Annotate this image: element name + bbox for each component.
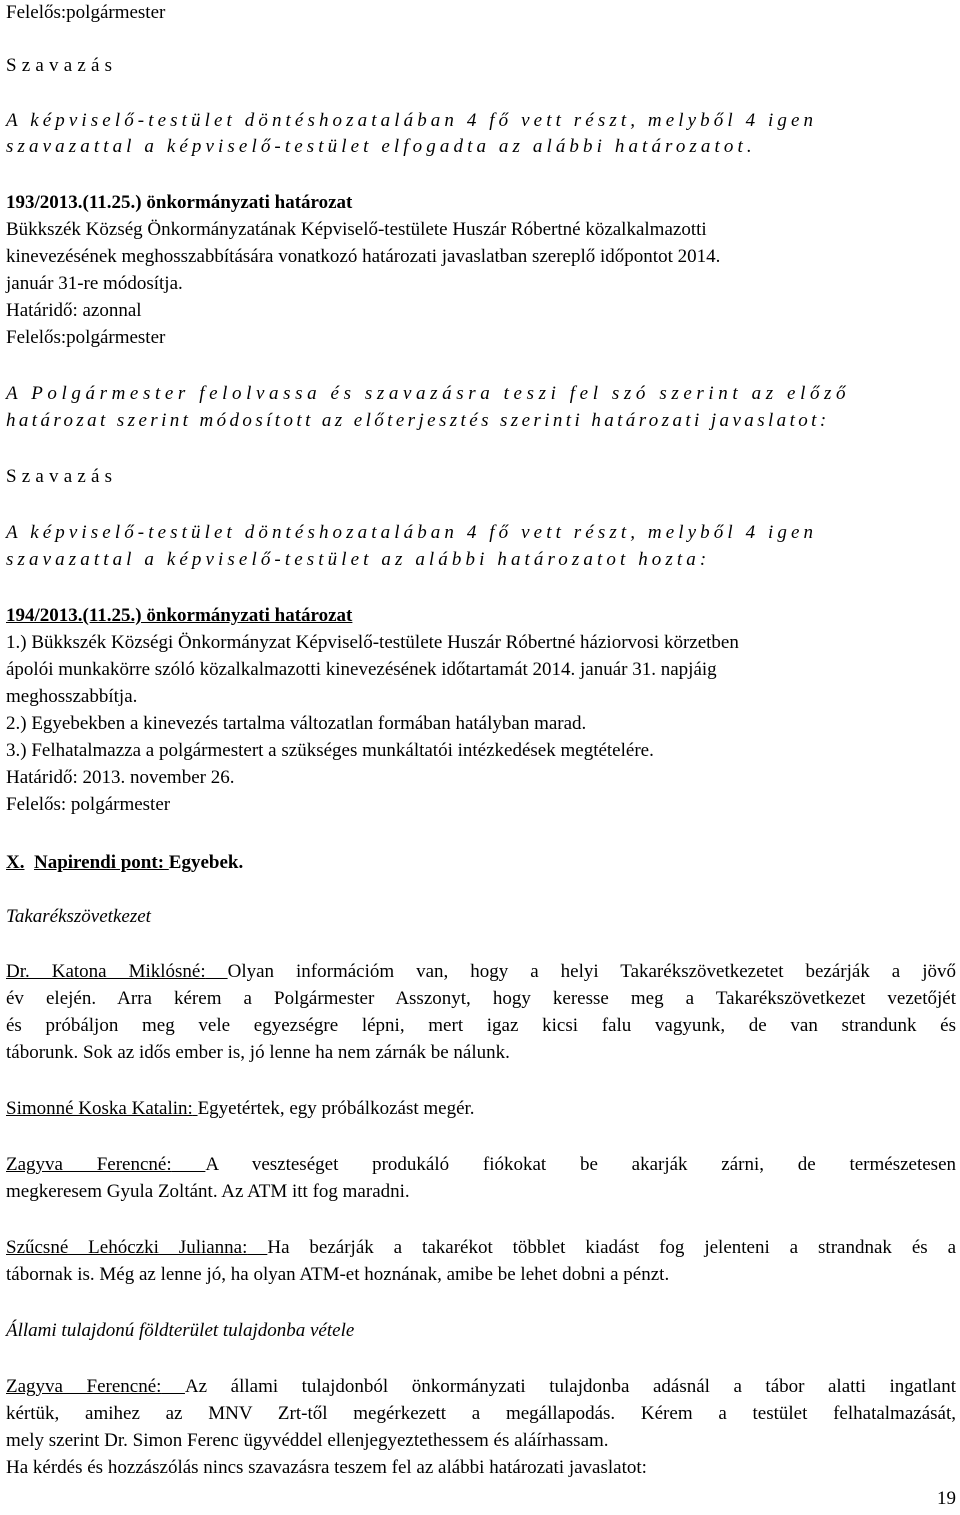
zagyva-line-1 — [6, 1152, 956, 1179]
speaker-name-szucsne: Szűcsné Lehóczki Julianna: — [6, 1237, 248, 1258]
mayor-reads-line-2: határozat szerint módosított az előterjesztés szerinti határozati javaslatot: — [6, 410, 830, 431]
zagyva2-line-2: kértük, amihez az MNV Zrt-től megérkezett a megállapodás. Kérem a testület felhatalmazását, — [6, 1403, 956, 1424]
topic-title-land-acquisition: Állami tulajdonú földterület tulajdonba vétele — [6, 1320, 355, 1341]
szucsne-line-1 — [6, 1235, 956, 1262]
speaker-name-simonne: Simonné Koska Katalin: — [6, 1098, 193, 1119]
resolution-193-line-2: kinevezésének meghosszabbítására vonatkozó határozati javaslatban szereplő időpontot 2014. — [6, 246, 721, 267]
agenda-item-heading — [6, 850, 956, 877]
closing-line: Ha kérdés és hozzászólás nincs szavazásra teszem fel az alábbi határozati javaslatot: — [6, 1457, 647, 1478]
zagyva2-line-1 — [6, 1374, 956, 1401]
simonne-text: Egyetértek, egy próbálkozást megér. — [197, 1098, 475, 1119]
vote-result-2-line-1: A képviselő-testület döntéshozatalában 4 fő vett részt, melyből 4 igen — [6, 522, 818, 543]
responsible-line: Felelős:polgármester — [6, 2, 166, 23]
szucsne-text-1: Ha bezárják a takarékot többlet kiadást fog jelenteni a strandnak és a — [267, 1237, 957, 1258]
simonne-line — [6, 1096, 956, 1123]
resolution-194-p1-line-3: meghosszabbítja. — [6, 686, 138, 707]
topic-title-savings-coop: Takarékszövetkezet — [6, 906, 151, 927]
resolution-194-p2: 2.) Egyebekben a kinevezés tartalma változatlan formában hatályban marad. — [6, 713, 587, 734]
zagyva-line-2: megkeresem Gyula Zoltánt. Az ATM itt fog maradni. — [6, 1181, 410, 1202]
resolution-193-line-3: január 31-re módosítja. — [6, 273, 183, 294]
resolution-193-title: 193/2013.(11.25.) önkormányzati határozat — [6, 192, 353, 213]
resolution-194-p1-line-1: 1.) Bükkszék Községi Önkormányzat Képviselő-testülete Huszár Róbertné háziorvosi körzetben — [6, 632, 739, 653]
page-number: 19 — [937, 1488, 956, 1509]
resolution-193-responsible: Felelős:polgármester — [6, 327, 166, 348]
szucsne-line-2: tábornak is. Még az lenne jó, ha olyan ATM-et hoznának, amibe be lehet dobni a pénzt. — [6, 1264, 670, 1285]
agenda-label: Napirendi pont: — [33, 852, 165, 873]
vote-result-2-line-2: szavazattal a képviselő-testület az alábbi határozatot hozta: — [6, 549, 711, 570]
speaker-name-katona: Dr. Katona Miklósné: — [6, 961, 206, 982]
katona-line-4: táborunk. Sok az idős ember is, jó lenne ha nem zárnák be nálunk. — [6, 1042, 510, 1063]
zagyva-text-1: A veszteséget produkáló fiókokat be akarják zárni, de természetesen — [205, 1154, 957, 1175]
agenda-title: Egyebek. — [168, 852, 244, 873]
katona-line-3: és próbáljon meg vele egyezségre lépni, mert igaz kicsi falu vagyunk, de van strandunk és — [6, 1015, 956, 1036]
katona-line-1 — [6, 959, 956, 986]
katona-line-2: év elején. Arra kérem a Polgármester Asszonyt, hogy keresse meg a Takarékszövetkezet vezetőjét — [6, 988, 956, 1009]
resolution-194-p3: 3.) Felhatalmazza a polgármestert a szükséges munkáltatói intézkedések megtételére. — [6, 740, 654, 761]
zagyva2-line-3: mely szerint Dr. Simon Ferenc ügyvéddel ellenjegyeztethessem és aláírhassam. — [6, 1430, 609, 1451]
document-page — [6, 0, 956, 1515]
vote-heading: Szavazás — [6, 55, 118, 76]
resolution-194-title: 194/2013.(11.25.) önkormányzati határozat — [6, 605, 353, 626]
zagyva2-text-1: Az állami tulajdonból önkormányzati tulajdonba adásnál a tábor alatti ingatlant — [184, 1376, 956, 1397]
resolution-193-line-1: Bükkszék Község Önkormányzatának Képviselő-testülete Huszár Róbertné közalkalmazotti — [6, 219, 707, 240]
katona-text-1: Olyan információm van, hogy a helyi Takarékszövetkezetet bezárják a jövő — [227, 961, 956, 982]
resolution-194-deadline: Határidő: 2013. november 26. — [6, 767, 235, 788]
resolution-193-deadline: Határidő: azonnal — [6, 300, 142, 321]
vote-result-line-1: A képviselő-testület döntéshozatalában 4 fő vett részt, melyből 4 igen — [6, 110, 818, 131]
speaker-name-zagyva-2: Zagyva Ferencné: — [6, 1376, 162, 1397]
resolution-194-p1-line-2: ápolói munkakörre szóló közalkalmazotti kinevezésének időtartamát 2014. január 31. napjáig — [6, 659, 717, 680]
mayor-reads-line-1: A Polgármester felolvassa és szavazásra teszi fel szó szerint az előző — [6, 383, 851, 404]
speaker-name-zagyva: Zagyva Ferencné: — [6, 1154, 172, 1175]
vote-result-line-2: szavazattal a képviselő-testület elfogadta az alábbi határozatot. — [6, 136, 756, 157]
agenda-number: X. — [6, 852, 25, 873]
vote-heading-2: Szavazás — [6, 466, 118, 487]
resolution-194-responsible: Felelős: polgármester — [6, 794, 171, 815]
